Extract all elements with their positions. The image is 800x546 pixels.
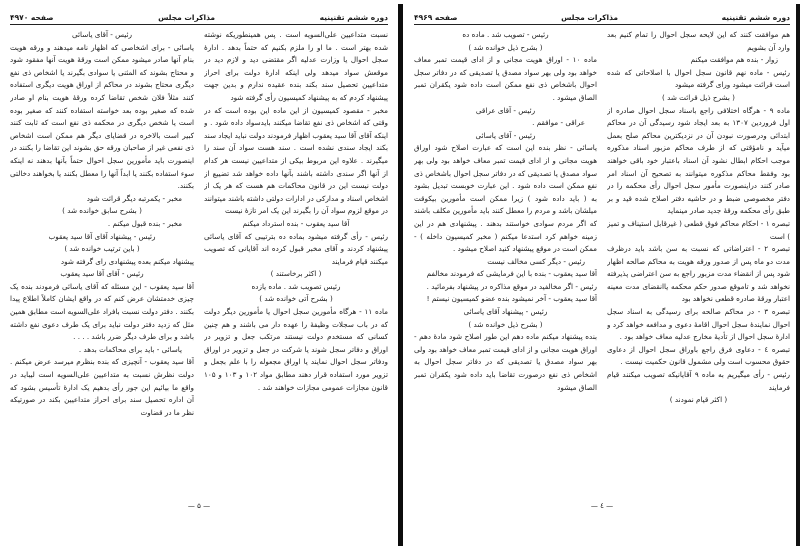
paragraph: مخبر - بنده قبول میکنم . — [107, 218, 182, 228]
paragraph: هم موافقت کنند که این لایحه سجل احوال را تمام کنیم بعد وارد آن بشویم — [607, 30, 790, 52]
paragraph: رئیس - تصویب شد . ماده ده — [462, 30, 549, 39]
left-page — [0, 0, 398, 546]
paragraph: تبصره ۲ - اعتراضاتی که نسبت به سن باشد باید درظرف مدت دو ماه پس از صدور ورقه هویت به محاکم صالحه اظهار شود پس از انقضاء مدت مزبور راجع به سن اعتراضی پذیرفته نخواهد شد و تاموقع صدور حکم محکمه یاانقضای مدت معینه اعتبار ورقهٔ صادره قطعی نخواهد بود — [607, 244, 790, 304]
paragraph: یاسائی - نظر بنده این است که عبارت اصلاح شود اوراق هویت مجانی و از ادای قیمت تمبر معاف خواهد بود ولی بهر سواد مصدق یا تصدیقی که در دفاتر سجل احوال باشخاص ذی نفع ممکن است داده شود . این عبارت خوبست تبدیل بشود به ( باید داده شود ) زیرا ممکن است مأمورین بیکوقت میلشان باشد و مردم را معطل کنند باید مأمورین مکلف باشند که اگر مردم سوادی خواستند بدهند . پیشنهادی هم در این زمینه خواهم کرد استدعا میکنم ( مخبر کمیسیون داخله ) - ممکن است در موقع پیشنهاد کنید اصلاح میشود . — [414, 143, 597, 254]
right-page — [404, 0, 800, 546]
paragraph: رئیس تصویب شد . ماده یازده — [251, 281, 341, 291]
page-number: صفحه ۴۹۶۹ — [414, 12, 458, 22]
paragraph: نسبت متداعیین علی‌السویه است . پس همینطوریکه نوشته شده بهتر است . ما او را ملزم بکنیم که حتماً بدهد . ادارهٔ سجل احوال یا وزارت عدلیه اگر مقتضی دید و لازم دید در موقعش سواد میدهد ولی اینکه ادارهٔ دولت برای احراز متداعیین تحصیل سند بکند بنده عقیده ندارم و بدین جهت پیشنهاد کردم که به پیشنهاد کمیسیون رأی گرفته شود — [204, 30, 388, 102]
header-rule — [10, 24, 388, 25]
header-rule — [414, 24, 790, 25]
paragraph: رئیس - اگر مخالفید در موقع مذاکره در پیشنهاد بفرمائید . — [426, 281, 597, 291]
page-gutter-divider — [398, 4, 403, 546]
paragraph: رئیس - پیشنهاد آقای آقا سید یعقوب — [48, 231, 156, 241]
page-header — [10, 10, 388, 24]
paragraph: مخبر - مقصود کمیسیون از این ماده این بوده است که در وقتی که اشخاص ذی نفع تقاضا میکنند بایدسواد داده شود . و اینکه آقای آقا سید یعقوب اظهار فرمودند دولت نباید ایجاد سند بکند ایجاد سندی نشده است . سند هست سواد آن سند را میگیرند . علاوه این مربوط بیکی از متداعیین نیست هر کدام از آنها اگر سندی داشته باشند بآنها داده خواهد شد تضییع از دولت نیست این در قانون محاکمات هم هست که هر یک از اشخاص اسناد و مدارکی در ادارات دولتی داشته باشند میتوانند در موقع لزوم سواد آن را بگیرند این یک امر تازهٔ نیست — [204, 105, 388, 216]
text-column-left — [414, 29, 597, 516]
paragraph: یاسائی - باید برای محاکمات بدهد . — [78, 344, 182, 354]
page-footer-number: — ٤ — — [590, 502, 614, 510]
paragraph: زوار - بنده هم موافقت میکنم — [690, 55, 778, 65]
paragraph: آقا سید یعقوب - آنچیزی که بنده بنظرم میرسد عرض میکنم . دولت نظرش نسبت به متداعیین علی‌السویه است لیباید در واقع ما بیائیم این جور رأی بدهیم یک ادارهٔ تأسیس بشود که آن اداره تحصیل سند برای احراز متداعیین بکند در صورتیکه نظر ما در قضاوت — [10, 357, 194, 417]
page-header — [414, 10, 790, 24]
paragraph: رئیس - رأی میگیریم به ماده ۹ آقایانیکه تصویب میکنند قیام فرمایند — [607, 370, 790, 392]
paragraph: ماده ۱۰ - اوراق هویت مجانی و از ادای قیمت تمبر معاف خواهد بود ولی بهر سواد مصدق یا تصدیقی که در دفاتر سجل احوال باشخاص ذی نفع ممکن است داده شود یکقران تمبر الصاق میشود . — [414, 55, 597, 102]
paragraph: رئیس - رأی گرفته میشود بماده ده بترتیبی که آقای یاسائی پیشنهاد کردند و آقای مخبر قبول کرده اند آقایانی که تصویب میکنند قیام فرمایند — [204, 231, 388, 266]
paragraph: آقا سید یعقوب - این مسئله که آقای یاسائی فرمودند بنده یک چیزی خدمتشان عرض کنم که در واقع ایشان کاملاً اطلاع پیدا بکنند . دفتر دولت نسبت بافراد علی‌السویه است مطابق همین مثل که زدید دفتر دولت نباید برای یک طرف دعوی نفع داشته باشد و برای طرف دیگر ضرر باشد . . . . — [10, 281, 194, 342]
paragraph: ( بشرح ذیل خوانده شد ) — [468, 319, 543, 329]
paragraph: آقا سید یعقوب - بنده با این فرمایشی که فرمودند مخالفم — [426, 269, 597, 279]
paragraph: رئیس - پیشنهاد آقای یاسائی — [463, 307, 548, 317]
paragraph: ( اکثر قیام نمودند ) — [669, 395, 728, 405]
paragraph: عراقی - موافقم . — [532, 118, 585, 128]
paragraph: تبصره ۱ - احکام محاکم فوق قطعی ( غیرقابل استیناف و تمیز ) است — [607, 218, 790, 241]
text-columns — [414, 29, 790, 516]
paragraph: ( بشرح سابق خوانده شد ) — [62, 206, 142, 216]
page-footer-number: — ۵ — — [187, 502, 211, 510]
paragraph: آقا سید یعقوب - آخر نمیشود بنده عضو کمیسیون نیستم ! — [426, 294, 597, 304]
paragraph: ماده ۱۱ - هرگاه مأمورین سجل احوال یا مأمورین دیگر دولت که در باب سجلات وظیفهٔ را عهده دار می باشند و هم چنین کسانی که مستخدم دولت نیستند مرتکب جعل و تزویر در اوراق و دفاتر سجل شوند یا شرکت در جعل و تزویر در اوراق ودفاتر سجل احوال نمایند یا اوراق مجعوله را با علم بجعل و تزویر مورد استفاده قرار دهند مطابق مواد ۱۰۲ و ۱۰۳ و ۱۰۵ قانون مجازات عمومی مجازات خواهند شد . — [204, 307, 388, 392]
paragraph: ( اکثر برخاستند ) — [270, 269, 322, 279]
paragraph: مخبر - یکمرتبه دیگر قرائت شود — [86, 193, 182, 203]
session-label: دوره ششم تقنینیه — [721, 12, 790, 22]
paragraph: ( بشرح ذیل قرائت شد ) — [662, 92, 735, 102]
paragraph: تبصره ۳ - در محاکم صالحه برای رسیدگی به اسناد سجل احوال نمایندهٔ سجل احوال اقامهٔ دعوی و مدافعه خواهد کرد و ادارهٔ سجل احوال از تأدیهٔ مخارج عدلیه معاف خواهد بود . — [607, 307, 790, 342]
text-column-right — [607, 29, 790, 516]
page-number: صفحه ۴۹۷۰ — [10, 12, 54, 22]
paragraph: رئیس - آقای عراقی — [475, 105, 536, 115]
publication-title: مذاکرات مجلس — [158, 12, 216, 22]
scan-edge-shadow — [796, 4, 800, 546]
text-column-left — [10, 29, 194, 516]
paragraph: رئیس - آقای آقا سید یعقوب — [60, 269, 144, 279]
paragraph: آقا سید یعقوب - بنده استرداد میکنم — [242, 218, 350, 228]
session-label: دوره ششم تقنینیه — [319, 12, 388, 22]
paragraph: ماده ۹ - هرگاه اختلافی راجع باسناد سجل احوال صادره از اول فروردین ۱۳۰۷ به بعد ایجاد شود رسیدگی آن در محاکم ابتدائی ودرصورت نبودن آن در نزدیکترین محاکم صلح بعمل میآید و نامؤقتی که از طرف محاکم مزبور اسناد مذکوره موجب احکام ابطال نشود آن اسناد باعتبار خود باقی خواهند بود وفقط محاکم مذکوره میتوانند به تصحیح آن اسناد امر صادر کنند دراینصورت مأمور سجل احوال رأی محکمه را در دفتر مخصوصی ضبط و در حاشیه دفتر اصلاح شده قید و بر طبق رأی محکمه ورقهٔ جدید صادر مینماید — [607, 105, 790, 216]
paragraph: ( بشرح ذیل خوانده شد ) — [468, 42, 543, 52]
paragraph: تبصره ٤ - دعاوی فرق راجع باوراق سجل احوال از دعاوی حقوق محسوب است ولی مشمول قانون حکمیت نیست . — [607, 344, 790, 367]
paragraph: رئیس - ماده نهم قانون سجل احوال با اصلاحاتی که شده است قرائت میشود ورای گرفته میشود — [607, 67, 790, 90]
paragraph: بنده پیشنهاد میکنم ماده دهم این طور اصلاح شود مادهٔ دهم - اوراق هویت مجانی و از ادای قیمت تمبر معاف خواهد بود ولی بهر سواد مصدق یا تصدیقی که در دفاتر سجل احوال به اشخاص ذی نفع درصورت تقاضا باید داده شود یکقران تمبر الصاق میشود — [414, 332, 597, 392]
publication-title: مذاکرات مجلس — [561, 12, 619, 22]
paragraph: پیشنهاد میکنم بعده پیشنهادی رای گرفته شود — [60, 256, 194, 266]
text-column-right — [204, 29, 388, 516]
text-columns — [10, 29, 388, 516]
paragraph: رئیس - دیگر کسی مخالف نیست — [487, 256, 585, 266]
paragraph: رئیس - آقای یاسائی — [72, 30, 132, 39]
paragraph: ( باین ترتیب خوانده شد ) — [64, 244, 140, 254]
paragraph: یاسائی - برای اشخاصی که اظهار نامه میدهند و ورقه هویت بنام آنها صادر میشود ممکن است ورقهٔ هویت آنها مفقود شود و محتاج بشوند که المثنی یا سوادی بگیرند یا اشخاص ذی نفع دیگری محتاج بشوند در محاکم از اوراق هویت دیگری استفاده کنند مثلاً فلان شخص تقاضا کرده ورقهٔ هویت بنام او صادر شده که صغیر بوده بعد خواسته استفاده کنند که صغیر بوده است یا شخص دیگری در محکمه ذی نفع است که ثابت کنند کبیر است بالاخره در قضایای دیگر هم ممکن است اشخاص ذی نفعی غیر از صاحبان ورقه حق بشوند این تقاضا را بکنند در اینصورت باید مأمورین سجل احوال حتماً بآنها بدهند نه اینکه سوء استفاده بکنند یا ابداً آنها را معطل بکنند یا بخواهند دخالتی بکنند. — [10, 42, 194, 191]
paragraph: ( بشرح آتی خوانده شد ) — [259, 294, 333, 304]
paragraph: رئیس - آقای یاسائی — [475, 130, 536, 140]
